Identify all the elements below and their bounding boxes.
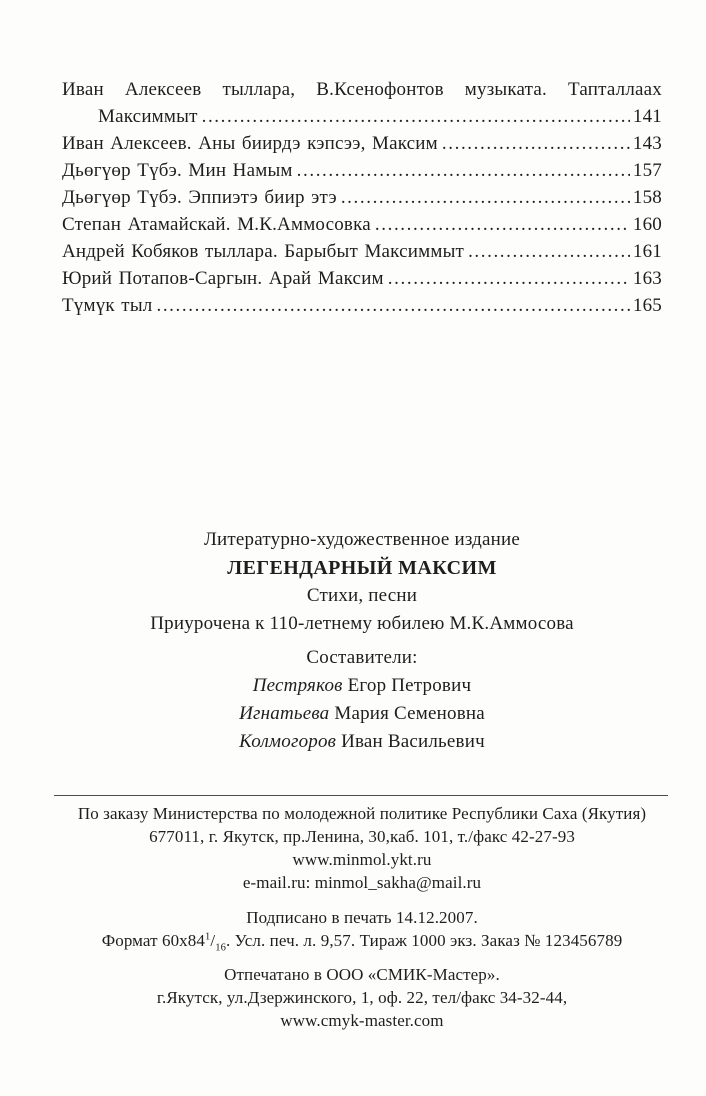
format-suffix: . Усл. печ. л. 9,57. Тираж 1000 экз. Заказ № 123456789 bbox=[225, 931, 623, 950]
toc-entry bbox=[62, 103, 662, 130]
toc-entry bbox=[62, 238, 662, 265]
imprint-section bbox=[62, 802, 662, 1032]
toc-entry bbox=[62, 211, 662, 238]
compiler-surname: Колмогоров bbox=[239, 731, 337, 752]
imprint-printer-group bbox=[62, 963, 662, 1032]
imprint-ordered-by: По заказу Министерства по молодежной политике Республики Саха (Якутия) bbox=[77, 804, 647, 823]
dedication-line: Приурочена к 110-летнему юбилею М.К.Аммосова bbox=[150, 613, 574, 634]
toc-entry-text: Дьөгүөр Түбэ. Мин Намым bbox=[62, 160, 293, 181]
toc-entry-text: Андрей Кобяков тыллара. Барыбыт Максиммыт bbox=[62, 241, 465, 262]
imprint-format-line bbox=[62, 929, 662, 952]
compiler-row bbox=[62, 672, 662, 700]
imprint-printed-by: Отпечатано в ООО «СМИК-Мастер». bbox=[224, 965, 500, 984]
imprint-publisher-group bbox=[62, 802, 662, 894]
format-prefix: Формат 60x84 bbox=[101, 931, 205, 950]
imprint-printer-website: www.cmyk-master.com bbox=[280, 1011, 444, 1030]
dot-leader bbox=[341, 184, 630, 211]
book-title: ЛЕГЕНДАРНЫЙ МАКСИМ bbox=[227, 557, 497, 579]
format-superscript: 1 bbox=[205, 931, 211, 943]
imprint-address: 677011, г. Якутск, пр.Ленина, 30,каб. 101, т./факс 42-27-93 bbox=[149, 827, 575, 846]
dot-leader bbox=[442, 130, 630, 157]
format-subscript: 16 bbox=[215, 942, 226, 954]
format-slash: / bbox=[210, 931, 216, 950]
dot-leader bbox=[156, 292, 629, 319]
imprint-divider bbox=[54, 795, 668, 796]
toc-entry bbox=[62, 76, 662, 103]
toc-entry bbox=[62, 184, 662, 211]
edition-type-line: Литературно-художественное издание bbox=[203, 529, 521, 550]
dot-leader bbox=[388, 265, 630, 292]
compiler-name: Мария Семеновна bbox=[334, 703, 485, 724]
compiler-name: Иван Васильевич bbox=[341, 731, 485, 752]
toc-entry bbox=[62, 157, 662, 184]
toc-entry-text: Юрий Потапов-Саргын. Арай Максим bbox=[62, 268, 384, 289]
toc-entry-text: Иван Алексеев тыллара, В.Ксенофонтов музыката. Тапталлаах bbox=[62, 79, 662, 100]
dot-leader bbox=[375, 211, 630, 238]
toc-page-number: 165 bbox=[632, 295, 662, 316]
compiler-row bbox=[62, 700, 662, 728]
compiler-surname: Пестряков bbox=[252, 675, 343, 696]
toc-entry bbox=[62, 265, 662, 292]
dot-leader bbox=[202, 103, 630, 130]
imprint-signed-to-print: Подписано в печать 14.12.2007. bbox=[246, 908, 478, 927]
imprint-print-data-group bbox=[62, 906, 662, 952]
toc-page-number: 163 bbox=[632, 268, 662, 289]
toc-page-number: 157 bbox=[632, 160, 662, 181]
toc-page-number: 158 bbox=[632, 187, 662, 208]
edition-info-section bbox=[62, 526, 662, 756]
toc-entry-text: Степан Атамайскай. М.К.Аммосовка bbox=[62, 214, 371, 235]
compiler-surname: Игнатьева bbox=[239, 703, 330, 724]
toc-entry-text: Иван Алексеев. Аны биирдэ кэпсээ, Максим bbox=[62, 133, 438, 154]
toc-entry-text: Максиммыт bbox=[98, 106, 198, 127]
compiler-row bbox=[62, 728, 662, 756]
toc-page-number: 161 bbox=[632, 241, 662, 262]
toc-section bbox=[62, 76, 662, 319]
toc-entry-text: Дьөгүөр Түбэ. Эппиэтэ биир этэ bbox=[62, 187, 337, 208]
imprint-email: e-mail.ru: minmol_sakha@mail.ru bbox=[242, 873, 482, 892]
imprint-printer-address: г.Якутск, ул.Дзержинского, 1, оф. 22, тел/факс 34-32-44, bbox=[156, 988, 568, 1007]
compilers-heading: Составители: bbox=[306, 647, 418, 668]
toc-entry bbox=[62, 292, 662, 319]
dot-leader bbox=[468, 238, 630, 265]
book-subtitle: Стихи, песни bbox=[306, 585, 418, 606]
toc-entry bbox=[62, 130, 662, 157]
compiler-name: Егор Петрович bbox=[347, 675, 472, 696]
dot-leader bbox=[297, 157, 630, 184]
toc-page-number: 141 bbox=[632, 106, 662, 127]
toc-entry-text: Түмүк тыл bbox=[62, 295, 153, 316]
toc-page-number: 143 bbox=[632, 133, 662, 154]
toc-page-number: 160 bbox=[632, 214, 662, 235]
imprint-website: www.minmol.ykt.ru bbox=[292, 850, 432, 869]
